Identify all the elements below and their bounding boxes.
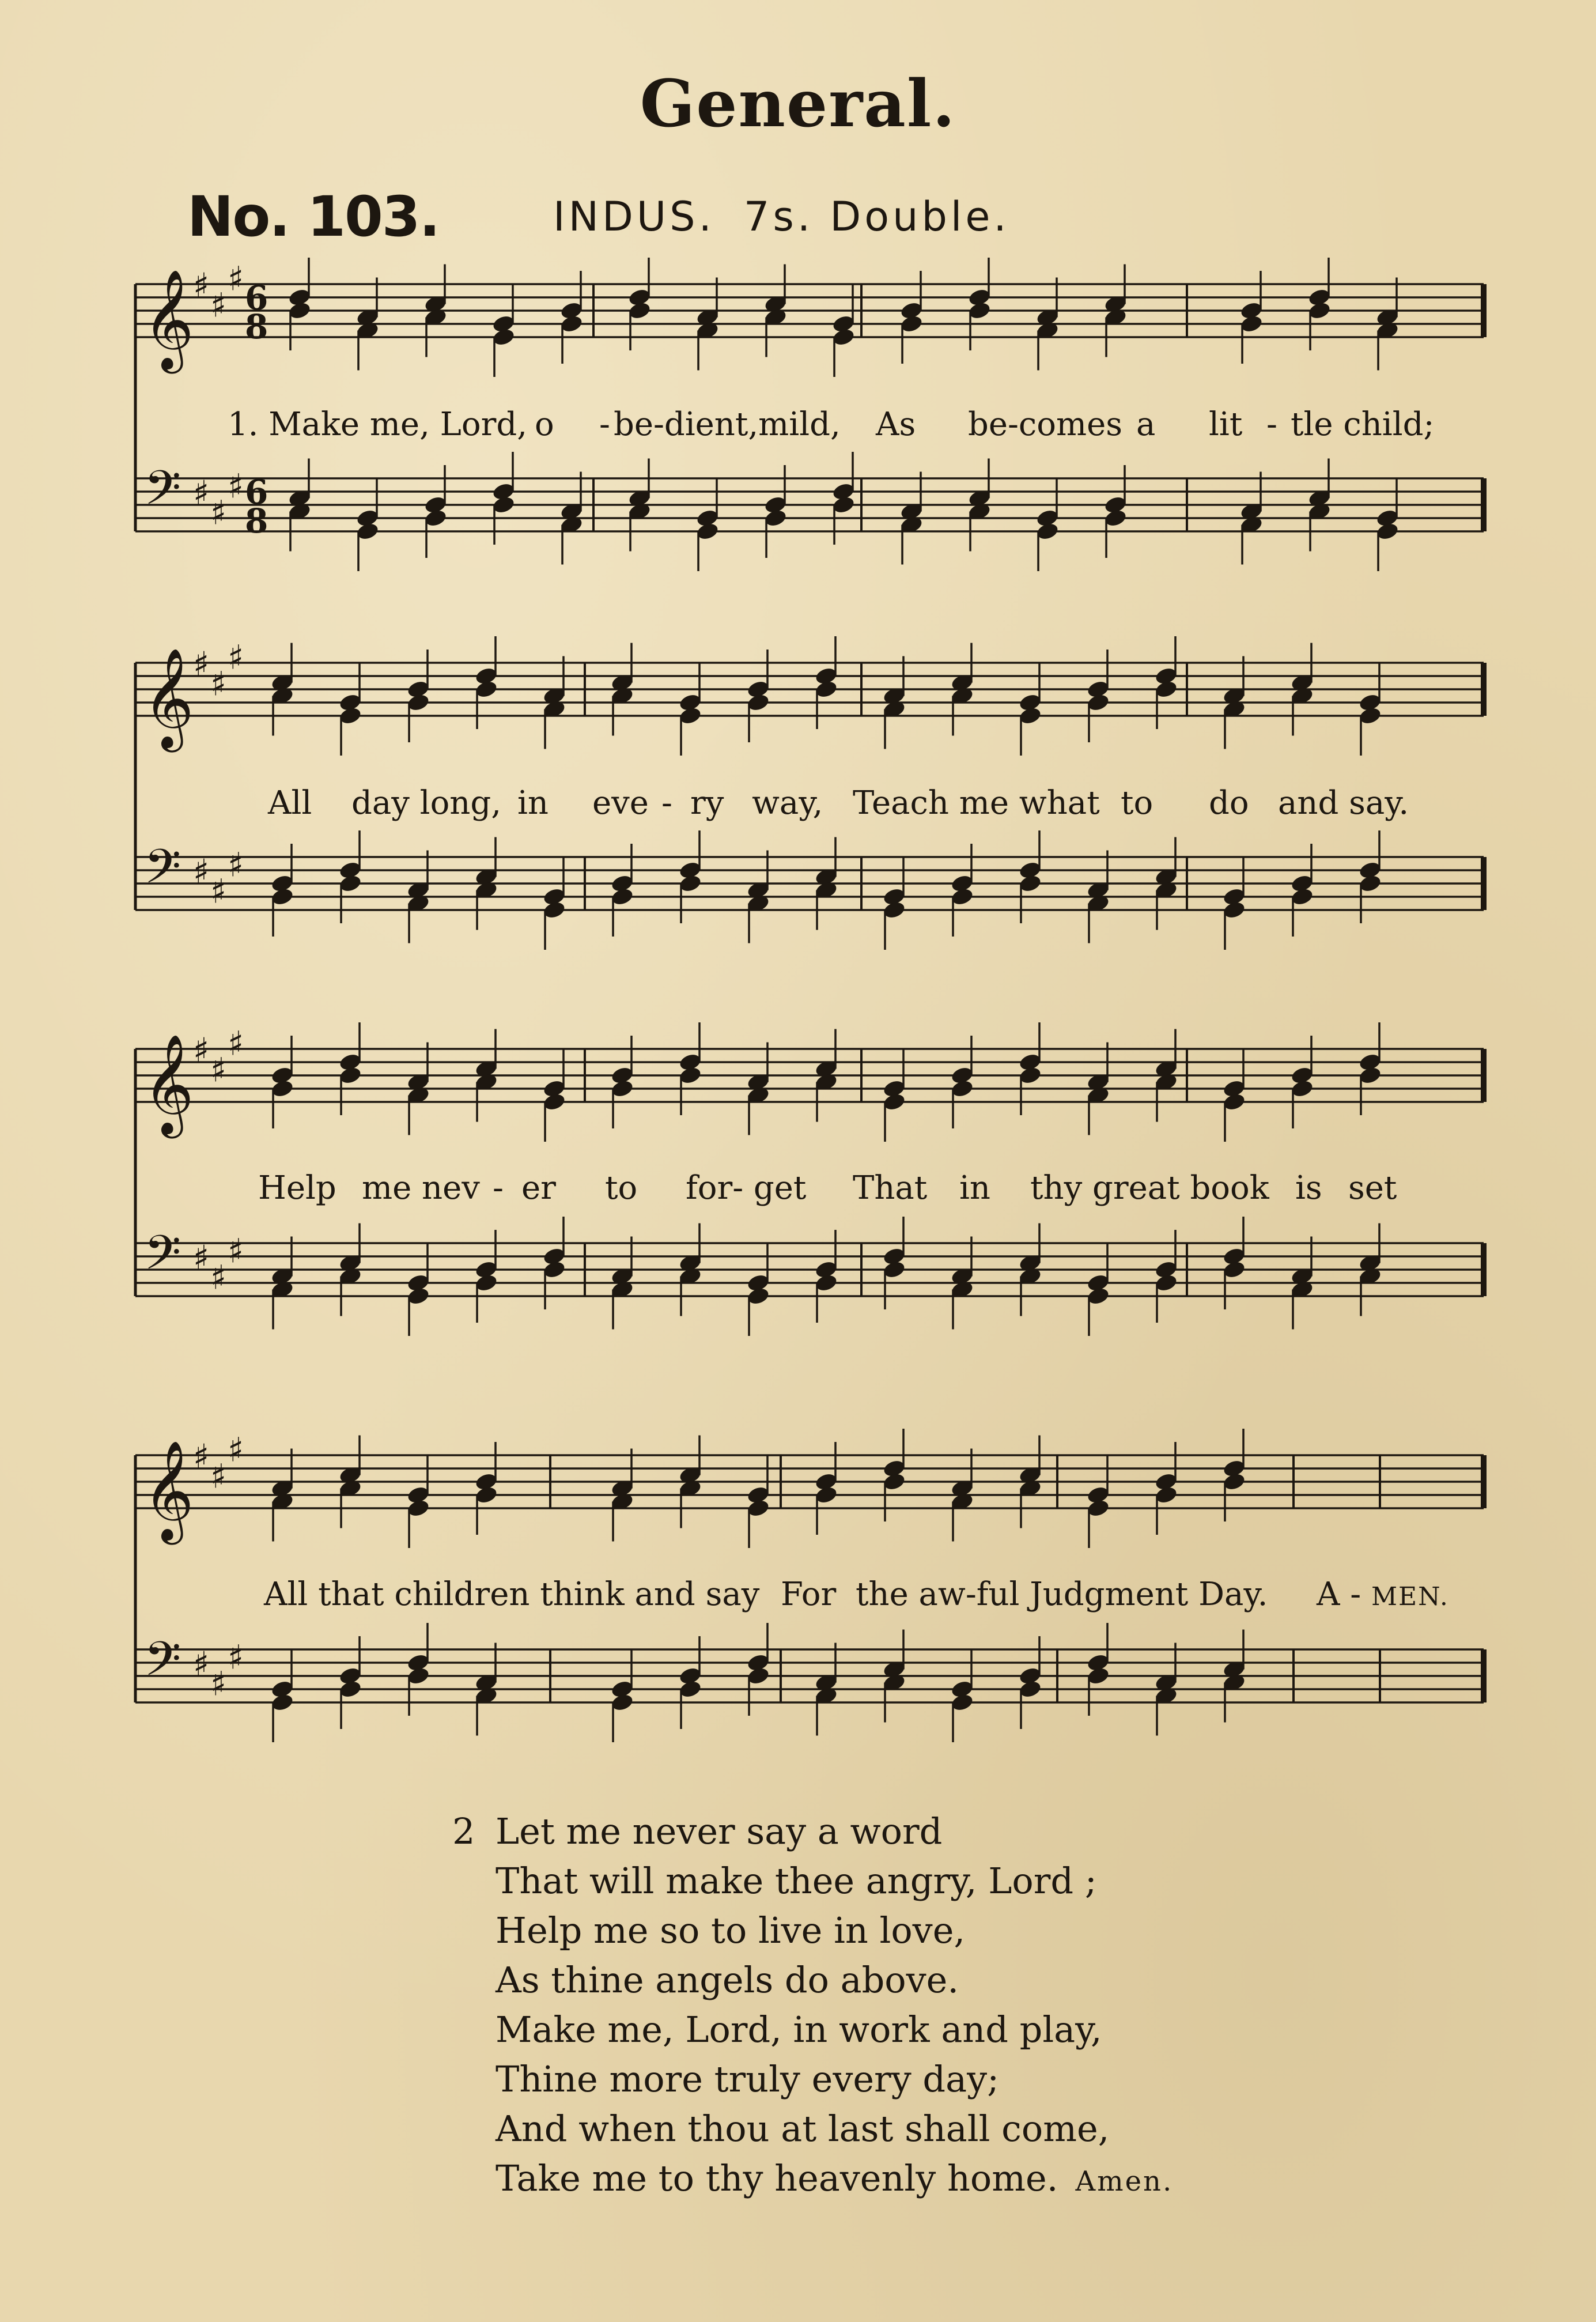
- treble-clef: 𝄞: [143, 1034, 194, 1134]
- sharp-sign: ♯: [193, 1030, 210, 1070]
- sharp-sign: ♯: [193, 852, 210, 891]
- lyric-s3-4: to: [605, 1169, 638, 1207]
- sharp-sign: ♯: [193, 1238, 210, 1277]
- sharp-sign: ♯: [228, 1637, 244, 1677]
- lyric-s2-0: All: [268, 784, 312, 822]
- lyric-s2-4: -: [661, 784, 672, 822]
- sharp-sign: ♯: [210, 1456, 227, 1496]
- lyric-s1-7: lit: [1209, 406, 1243, 443]
- sharp-sign: ♯: [228, 1024, 244, 1063]
- lyric-s2-3: eve: [592, 784, 649, 822]
- bass-clef: 𝄢: [144, 1225, 181, 1292]
- bass-clef: 𝄢: [144, 460, 181, 527]
- verse-line-text: Take me to thy heavenly home.: [496, 2157, 1058, 2199]
- time-signature-bottom: 8: [245, 501, 268, 541]
- lyric-s3-8: thy great book: [1030, 1169, 1269, 1207]
- verse-2: [452, 1807, 1174, 2206]
- sharp-sign: ♯: [193, 1437, 210, 1476]
- sharp-sign: ♯: [210, 1050, 227, 1090]
- sharp-sign: ♯: [210, 285, 227, 325]
- lyric-s1-9: tle child;: [1291, 406, 1435, 443]
- sharp-sign: ♯: [210, 493, 227, 533]
- verse-number: 2: [452, 1810, 475, 1852]
- time-signature-top: 6: [245, 278, 268, 318]
- lyric-s2-5: ry: [690, 784, 724, 822]
- lyric-s1-2: -: [599, 406, 610, 443]
- time-signature-bottom: 8: [245, 307, 268, 346]
- time-signature-top: 6: [245, 473, 268, 512]
- lyric-s4-1: For: [781, 1576, 837, 1613]
- treble-clef: 𝄞: [143, 1440, 194, 1541]
- sharp-sign: ♯: [228, 1231, 244, 1271]
- lyric-s3-7: in: [959, 1169, 990, 1207]
- lyric-s4-3: A -: [1317, 1576, 1361, 1613]
- lyric-s3-2: -: [493, 1169, 504, 1207]
- lyric-s3-5: for- get: [686, 1169, 807, 1207]
- lyric-s1-0: 1. Make me, Lord,: [228, 406, 527, 443]
- lyric-s2-1: day long,: [351, 784, 502, 822]
- verse-line: Let me never say a word: [496, 1810, 943, 1852]
- meter: 7s. Double.: [743, 193, 1010, 240]
- lyric-s2-10: and say.: [1278, 784, 1409, 822]
- lyric-s4-0: All that children think and say: [264, 1576, 760, 1613]
- sharp-sign: ♯: [210, 871, 227, 911]
- lyric-s1-6: a: [1136, 406, 1156, 443]
- treble-clef: 𝄞: [143, 648, 194, 748]
- sharp-sign: ♯: [228, 466, 244, 506]
- sharp-sign: ♯: [228, 845, 244, 885]
- bass-clef: 𝄢: [144, 1631, 181, 1698]
- lyric-s3-1: me nev: [362, 1169, 480, 1207]
- lyric-s2-8: to: [1121, 784, 1153, 822]
- treble-clef: 𝄞: [143, 269, 194, 369]
- amen-label: Amen.: [1075, 2165, 1174, 2198]
- lyric-s4-4: MEN.: [1371, 1582, 1449, 1611]
- lyric-s1-1: o: [535, 406, 554, 443]
- section-title: General.: [640, 66, 956, 142]
- verse-line-last: [496, 2154, 1173, 2206]
- verse-line: Make me, Lord, in work and play,: [496, 2008, 1102, 2051]
- sharp-sign: ♯: [228, 259, 244, 299]
- lyric-s4-2: the aw-ful Judgment Day.: [856, 1576, 1268, 1613]
- sharp-sign: ♯: [210, 1664, 227, 1704]
- lyric-s3-0: Help: [258, 1169, 336, 1207]
- lyric-s3-6: That: [853, 1169, 928, 1207]
- lyric-s1-4: As: [876, 406, 916, 443]
- sharp-sign: ♯: [193, 644, 210, 684]
- verse-line: That will make thee angry, Lord ;: [496, 1860, 1097, 1902]
- sharp-sign: ♯: [193, 473, 210, 512]
- verse-line: As thine angels do above.: [496, 1959, 959, 2001]
- lyric-s2-2: in: [517, 784, 549, 822]
- lyric-s1-3: be-dient,mild,: [614, 406, 841, 443]
- sharp-sign: ♯: [193, 266, 210, 305]
- lyric-s1-5: be-comes: [968, 406, 1122, 443]
- hymn-number: No. 103.: [187, 184, 440, 249]
- lyric-s2-6: way,: [752, 784, 823, 822]
- sharp-sign: ♯: [210, 664, 227, 704]
- verse-line: Help me so to live in love,: [496, 1909, 966, 1951]
- lyric-s3-10: set: [1348, 1169, 1397, 1207]
- lyric-s3-3: er: [521, 1169, 556, 1207]
- verse-line: And when thou at last shall come,: [496, 2108, 1110, 2150]
- lyric-s2-9: do: [1209, 784, 1249, 822]
- lyric-s3-9: is: [1295, 1169, 1322, 1207]
- bass-clef: 𝄢: [144, 839, 181, 906]
- sharp-sign: ♯: [228, 1430, 244, 1470]
- verse-line: Thine more truly every day;: [496, 2058, 999, 2100]
- lyric-s2-7: Teach me what: [853, 784, 1100, 822]
- sharp-sign: ♯: [193, 1644, 210, 1683]
- lyric-s1-8: -: [1266, 406, 1277, 443]
- sharp-sign: ♯: [210, 1258, 227, 1297]
- tune-name: INDUS.: [553, 193, 715, 240]
- sharp-sign: ♯: [228, 637, 244, 677]
